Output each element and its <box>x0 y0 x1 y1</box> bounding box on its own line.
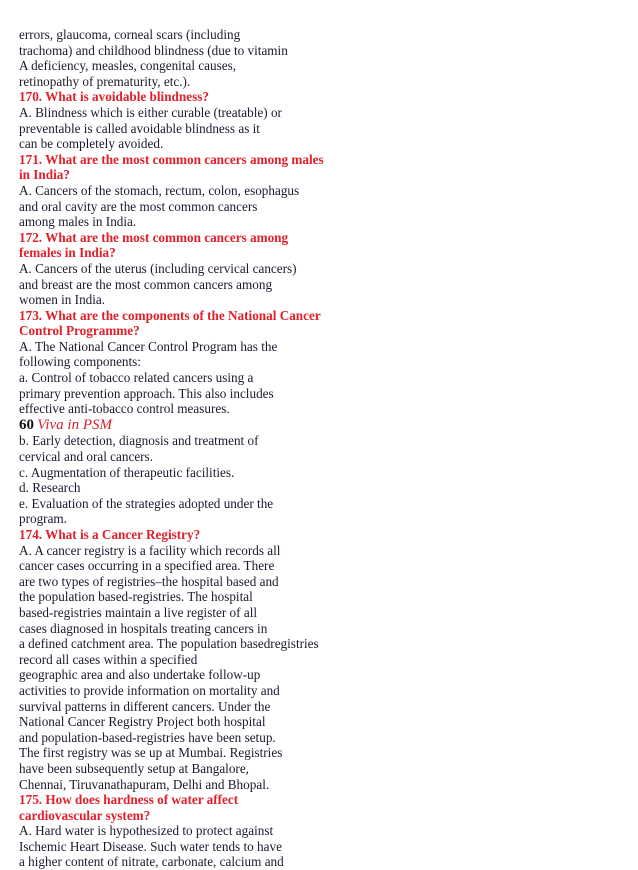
answer-line: A. Cancers of the stomach, rectum, colon, esophagus <box>19 182 300 198</box>
answer-line: retinopathy of prematurity, etc.). <box>19 73 191 89</box>
answer-line: d. Research <box>19 480 81 496</box>
answer-line: trachoma) and childhood blindness (due to vitamin <box>19 42 288 58</box>
answer-line: cases diagnosed in hospitals treating cancers in <box>19 620 268 636</box>
answer-line: preventable is called avoidable blindness as it <box>19 120 260 136</box>
answer-line: women in India. <box>19 292 106 308</box>
answer-line: A. A cancer registry is a facility which records all <box>19 542 281 558</box>
answer-line: the population based-registries. The hospital <box>19 589 253 605</box>
answer-line: can be completely avoided. <box>19 136 164 152</box>
question-line: 174. What is a Cancer Registry? <box>19 527 201 542</box>
answer-line: activities to provide information on mortality and <box>19 682 280 698</box>
book-title: Viva in PSM <box>37 416 112 433</box>
answer-line: a higher content of nitrate, carbonate, calcium and <box>19 854 284 870</box>
answer-line: and oral cavity are the most common cancers <box>19 198 258 214</box>
answer-line: Ischemic Heart Disease. Such water tends to have <box>19 838 282 854</box>
answer-line: effective anti-tobacco control measures. <box>19 401 230 417</box>
page-number: 60 <box>19 416 34 433</box>
answer-line: cervical and oral cancers. <box>19 449 153 465</box>
answer-line: c. Augmentation of therapeutic facilities. <box>19 464 235 480</box>
answer-line: among males in India. <box>19 214 137 230</box>
question-line: 172. What are the most common cancers among <box>19 229 289 245</box>
answer-line: a. Control of tobacco related cancers using a <box>19 370 254 386</box>
answer-line: b. Early detection, diagnosis and treatment of <box>19 433 259 449</box>
answer-line: are two types of registries–the hospital based and <box>19 573 279 589</box>
answer-line: A deficiency, measles, congenital causes, <box>19 58 237 74</box>
answer-line: National Cancer Registry Project both hospital <box>19 714 266 730</box>
answer-line: A. Cancers of the uterus (including cervical cancers) <box>19 260 297 276</box>
answer-line: A. Blindness which is either curable (treatable) or <box>19 104 282 120</box>
question-line: 173. What are the components of the National Cancer <box>19 307 321 323</box>
answer-line: based-registries maintain a live register of all <box>19 604 258 620</box>
answer-line: survival patterns in different cancers. Under the <box>19 698 271 714</box>
answer-line: and population-based-registries have been setup. <box>19 729 276 745</box>
answer-line: A. Hard water is hypothesized to protect against <box>19 823 274 839</box>
answer-line: record all cases within a specified <box>19 651 198 667</box>
running-header <box>19 417 619 434</box>
answer-line: a defined catchment area. The population basedregistries <box>19 636 319 652</box>
answer-line: errors, glaucoma, corneal scars (including <box>19 27 241 42</box>
question-line: Control Programme? <box>19 323 140 339</box>
answer-line: geographic area and also undertake follow-up <box>19 667 261 683</box>
question-line: 175. How does hardness of water affect <box>19 792 239 808</box>
question-line: 171. What are the most common cancers among males <box>19 151 324 167</box>
answer-line: primary prevention approach. This also includes <box>19 385 274 401</box>
answer-line: A. The National Cancer Control Program has the <box>19 338 278 354</box>
question-line: cardiovascular system? <box>19 807 151 823</box>
answer-line: program. <box>19 511 67 527</box>
question-line: females in India? <box>19 245 116 261</box>
question-line: in India? <box>19 167 70 183</box>
answer-line: e. Evaluation of the strategies adopted under the <box>19 495 274 511</box>
question-line: 170. What is avoidable blindness? <box>19 89 209 105</box>
answer-line: The first registry was se up at Mumbai. Registries <box>19 745 283 761</box>
answer-line: cancer cases occurring in a specified area. There <box>19 558 275 574</box>
answer-line: and breast are the most common cancers among <box>19 276 273 292</box>
answer-line: following components: <box>19 354 141 370</box>
answer-line: Chennai, Tiruvanathapuram, Delhi and Bhopal. <box>19 776 270 792</box>
document-page <box>19 27 619 870</box>
answer-line: have been subsequently setup at Bangalore, <box>19 760 249 776</box>
